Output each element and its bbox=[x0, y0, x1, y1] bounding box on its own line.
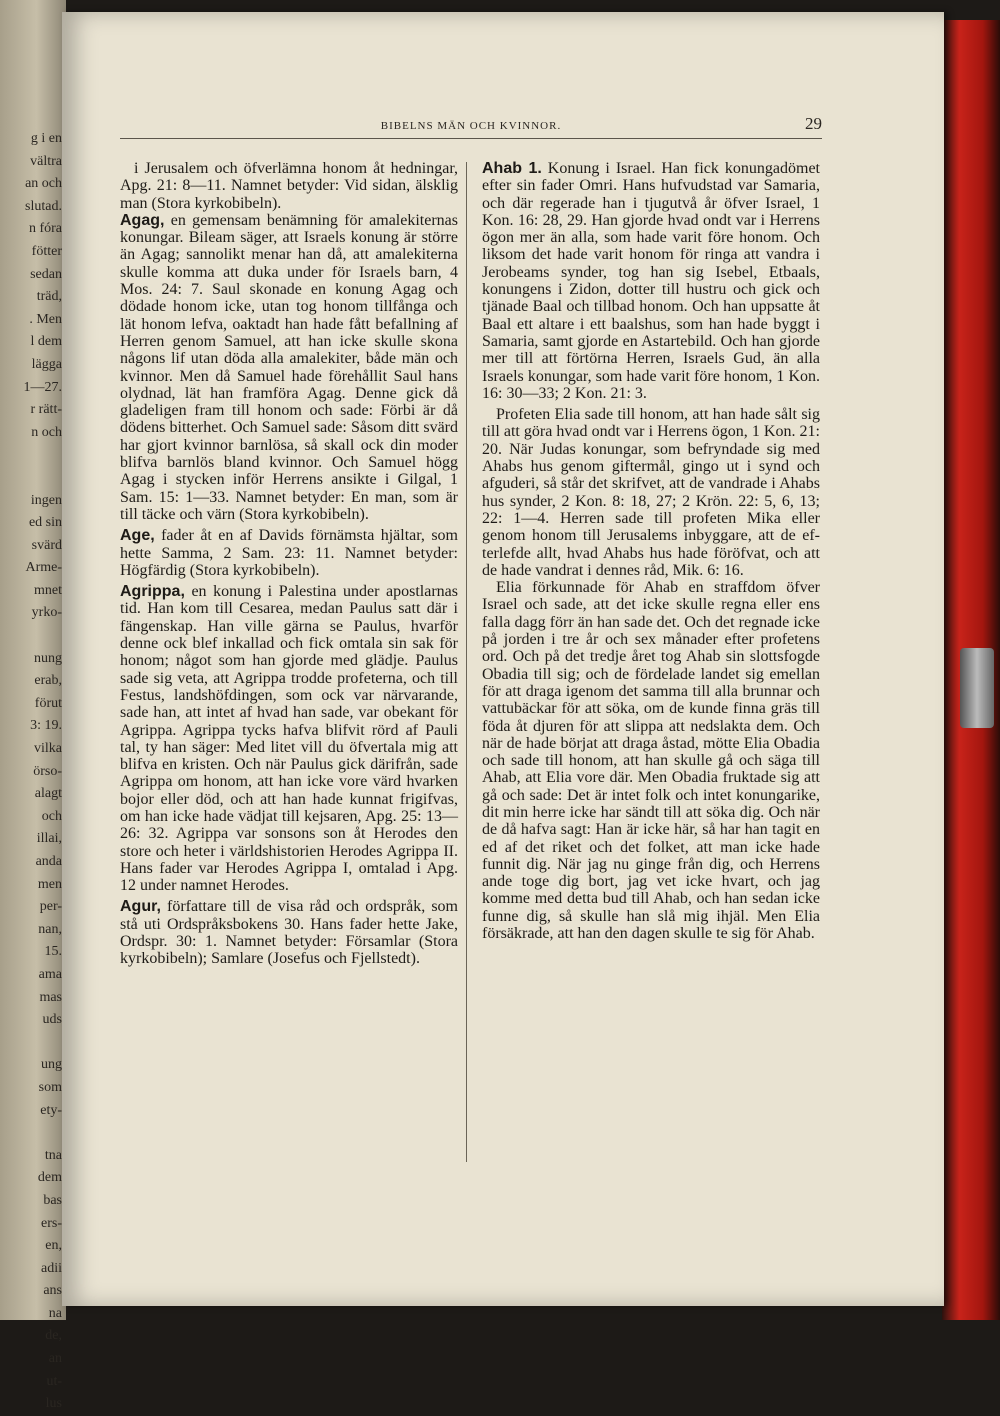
left-page-fragment: n och bbox=[31, 424, 62, 440]
metal-clip bbox=[960, 648, 994, 728]
left-page-fragment: r rätt- bbox=[30, 402, 62, 418]
left-page-fragment: an bbox=[48, 1351, 62, 1367]
left-page-fragment: ama bbox=[38, 966, 62, 982]
entry-text: i Jerusalem och öfverlämna honom åt hedningar, Apg. 21: 8—11. Namnet betyder: Vid sidan, älsklig man (Stora kyrkobibeln). bbox=[120, 160, 458, 212]
left-page-fragment: lägga bbox=[31, 356, 62, 372]
left-page-fragment: lus bbox=[45, 1396, 62, 1412]
paragraph bbox=[120, 160, 458, 212]
entry-headword: Agag, bbox=[120, 211, 165, 229]
column-divider bbox=[466, 162, 467, 1162]
left-page-fragment: 15. bbox=[44, 944, 62, 960]
paragraph bbox=[482, 406, 820, 579]
entry-text: Profeten Elia sade till honom, att han hade sålt sig till att göra hvad ondt var i Herrens ögon, 1 Kon. 21: 20. När Judas konungar, som befryndade sig med Ahabs hus genom giftermål, gingo ut i synd och afguderi, så står det skrifvet, att de vandrade i Ahabs hus synder, 2 Kon. 8: 18, 27; 2 Krön. 22: 5, 6, 13; 22: 1—4. Herren sade till profeten Mika eller genom honom till Jerusalems inbyggare, att de efterlefde allt, hvad Ahabs hus hade föröfvat, och att de hade vandrat i dennes råd, Mik. 6: 16. bbox=[482, 406, 820, 579]
left-page-text-fragments bbox=[2, 128, 62, 1416]
left-page-fragment: tna bbox=[44, 1147, 62, 1163]
left-page-fragment bbox=[2, 444, 62, 467]
left-page-fragment: n fóra bbox=[28, 221, 62, 237]
left-page-fragment: ers- bbox=[41, 1215, 62, 1231]
left-page-fragment bbox=[2, 1122, 62, 1145]
left-page-fragment: illai, bbox=[36, 831, 62, 847]
dictionary-entry bbox=[120, 527, 458, 579]
entry-text: fader åt en af Davids förnämsta hjältar, som hette Samma, 2 Sam. 23: 11. Namnet betyder: Högfärdig (Stora kyrkobibeln). bbox=[120, 527, 458, 579]
left-page-fragment: men bbox=[37, 876, 62, 892]
left-page-fragment: 1—27. bbox=[23, 379, 62, 395]
left-page-fragment: an och bbox=[25, 176, 62, 192]
entry-headword: Agur, bbox=[120, 898, 161, 916]
left-page-fragment: ans bbox=[43, 1283, 62, 1299]
left-page-fragment: ety- bbox=[40, 1102, 62, 1118]
paragraph bbox=[482, 579, 820, 942]
left-page-fragment: alagt bbox=[34, 786, 62, 802]
left-page-fragment: ung bbox=[41, 1057, 62, 1073]
running-title: BIBELNS MÄN OCH KVINNOR. bbox=[380, 120, 562, 132]
left-page-fragment: l dem bbox=[30, 334, 62, 350]
left-page-fragment: uds bbox=[42, 1012, 62, 1028]
dictionary-entry bbox=[120, 212, 458, 523]
page-number: 29 bbox=[805, 114, 822, 133]
left-page-fragment: anda bbox=[35, 854, 62, 869]
left-page-fragment: vältra bbox=[30, 153, 62, 169]
left-page-fragment: yrko- bbox=[31, 605, 62, 621]
left-page-fragment: en, bbox=[45, 1238, 62, 1254]
entry-headword: Agrippa, bbox=[120, 583, 185, 601]
left-page-fragment: adii bbox=[41, 1260, 62, 1276]
left-page-fragment: ed sin bbox=[28, 515, 62, 531]
left-page-fragment: nan, bbox=[38, 921, 62, 937]
dictionary-entry bbox=[120, 898, 458, 967]
left-page-fragment: Arme- bbox=[25, 560, 62, 576]
dictionary-entry bbox=[120, 583, 458, 894]
running-header bbox=[120, 114, 822, 139]
entry-headword: Age, bbox=[120, 527, 155, 545]
left-page-fragment: erab, bbox=[34, 673, 62, 689]
left-page-fragment: mnet bbox=[34, 582, 62, 598]
entry-text: Elia förkunnade för Ahab en straffdom öfver Israel och sade, att det icke skulle regna eller ens falla dagg förr än han sade det. Och det regnade icke på jorden i tre år och sex månader efter profetens ord. Och på det tredje året tog Ahab sin slottsfogde Obadia till sig; och de fördelade landet sig emellan för att draga igenom det samma till alla brunnar och vattubäckar för att söka, om de kunde finna gräs till föda åt djuren för att slippa att nedslakta dem. Och när de hade börjat att draga åstad, mötte Elia Obadia och sade till honom, att han skulle gå och säga till Ahab, att Elia vore där. Men Obadia fruktade sig att gå och sade: Det är intet folk och intet konungarike, dit min herre icke har sändt till att söka dig. Och när de då hafva sagt: Han är icke här, så har han tagit en ed af det riket och det folket, att man icke hade funnit dig. När jag nu ginge från dig, och Herrens ande toge dig bort, jag vet icke hvart, och jag komme med detta bud till Ahab, och han sedan icke funne dig, så skulle han slå mig ihjäl. Men Elia försäkrade, att han den dagen skulle te sig för Ahab. bbox=[482, 579, 820, 943]
entry-headword: Ahab 1. bbox=[482, 160, 542, 177]
left-page-fragment: ingen bbox=[30, 492, 62, 508]
left-page-fragment: de, bbox=[45, 1328, 62, 1344]
left-page-fragment: bas bbox=[43, 1192, 62, 1208]
left-page-fragment: . Men bbox=[29, 311, 62, 327]
entry-text: Konung i Israel. Han fick konungadömet efter sin fader Omri. Hans hufvudstad var Samaria, och där regerade han i tjugutvå år öfver Israel, 1 Kon. 16: 28, 29. Han gjorde hvad ondt var i Herrens ögon mer än alla, som hade varit före honom. Och liksom det hade varit honom för ringa att vandra i Jerobeams synder, tog han sig Isebel, Etbaals, konungens i Zidon, dotter till hustru och gick och tjänade Baal och tillbad honom. Och han uppsatte åt Baal ett altare i ett baalshus, som han hade byggt i Samaria, samt gjorde en Astartebild. Och han gjorde mer till att förtörna Herren, Israels Gud, än alla Israels konungar, som hade varit före honom, 1 Kon. 16: 30—33; 2 Kon. 21: 3. bbox=[482, 160, 820, 402]
left-page-fragment: nung bbox=[34, 650, 62, 666]
left-page-fragment bbox=[2, 625, 62, 648]
left-page-fragment: per- bbox=[39, 899, 62, 915]
left-page-fragment: örso- bbox=[33, 763, 62, 779]
left-page-edge bbox=[0, 0, 66, 1412]
entry-text: en gemensam benämning för amalekiternas konungar. Bileam säger, att Israels konung är större än Agag; sannolikt menar han då, att amalekiterna skulle komma att duka under för Israels barn, 4 Mos. 24: 7. Saul skonade en konung Agag och dödade honom icke, utan tog honom tillfånga och lät honom lefva, oaktadt han hade fått befallning af Herren genom Samuel, att han icke skulle skona någons lif utan döda alla amalekiter, både män och kvinnor. Men då Samuel hade förehållit Saul hans olydnad, lät han framföra Agag. Denne gick då gladeligen fram till honom och sade: Förbi är då dödens bitterhet. Och Samuel sade: Såsom ditt svärd har gjort kvinnor barnlösa, så skall ock din moder blifva barnlös bland kvinnor. Och Samuel högg Agag i stycken inför Herrens ansikte i Gilgal, 1 Sam. 15: 1—33. Namnet betyder: En man, som är till täcke och värn (Stora kyrkobibeln). bbox=[120, 211, 458, 523]
book-page bbox=[62, 12, 944, 1306]
left-page-fragment: ut- bbox=[46, 1373, 62, 1389]
entry-text: författare till de visa råd och ordspråk, som stå uti Ordspråksbokens 30. Hans fader hette Jake, Ordspr. 30: 1. Namnet betyder: Församlar (Stora kyrkobibeln); Samlare (Josefus och Fjellstedt). bbox=[120, 898, 458, 968]
left-page-fragment: vilka bbox=[34, 741, 62, 757]
left-page-fragment: svärd bbox=[31, 537, 62, 553]
dictionary-entry bbox=[482, 160, 820, 402]
left-page-fragment bbox=[2, 1032, 62, 1055]
right-text-column bbox=[482, 160, 820, 942]
left-page-fragment: slutad. bbox=[25, 198, 62, 214]
left-page-fragment: 3: 19. bbox=[30, 718, 62, 734]
left-page-fragment: träd, bbox=[36, 289, 62, 305]
left-page-fragment: och bbox=[41, 808, 62, 824]
left-page-fragment: som bbox=[38, 1079, 62, 1095]
left-page-fragment: förut bbox=[34, 695, 62, 711]
left-page-fragment: g i en bbox=[30, 131, 62, 146]
left-page-fragment: sedan bbox=[30, 266, 62, 282]
left-page-fragment: na bbox=[48, 1305, 62, 1321]
left-page-fragment: dem bbox=[37, 1170, 62, 1186]
left-page-fragment: mas bbox=[39, 989, 62, 1005]
left-page-fragment bbox=[2, 467, 62, 490]
entry-text: en konung i Palestina under apostlarnas tid. Han kom till Cesarea, medan Paulus satt där i fängenskap. Han ville gärna se Paulus, hvarför denne ock blef inkallad och fick omtala sin sak för honom; något som han gjorde med glädje. Paulus sade sig veta, att Agrippa trodde profeterna, och till Festus, landshöfdingen, som ock var närvarande, sade han, att intet af hvad han sade, var obekant för Agrippa. Agrippa tycks hafva blifvit rörd af Pauli tal, ty han säger: Med litet vill du öfvertala mig att blifva en kristen. Och när Paulus gick därifrån, sade Agrippa om honom, att han icke vore värd hvarken bojor eller död, och att han hade kunnat frigifvas, om han icke hade vädjat till kejsaren, Apg. 25: 13—26: 32. Agrippa var sonsons son åt Herodes den store och heter i världshistorien Herodes Agrippa II. Hans fader var Herodes Agrippa I, omtalad i Apg. 12 under namnet Herodes. bbox=[120, 583, 458, 895]
left-page-fragment: fötter bbox=[31, 243, 62, 259]
left-text-column bbox=[120, 160, 458, 972]
